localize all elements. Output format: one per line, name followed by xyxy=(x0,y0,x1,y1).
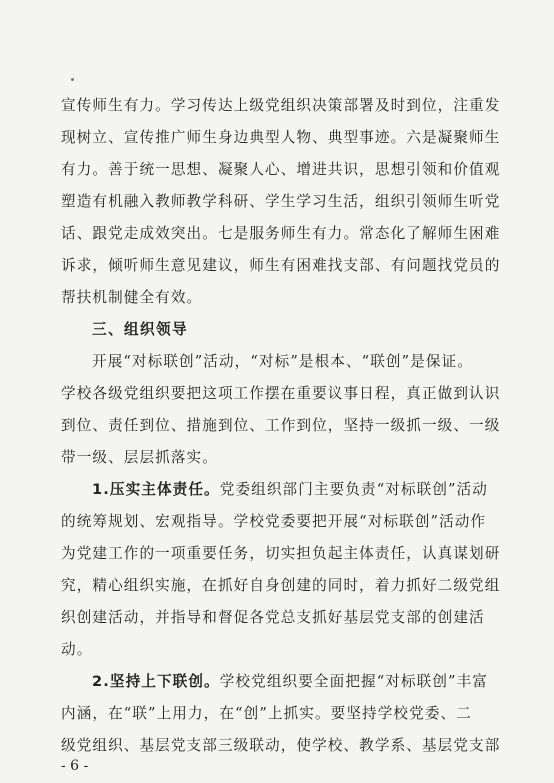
paragraph-1-line-3: 有力。善于统一思想、凝聚人心、增进共识，思想引领和价值观 xyxy=(61,161,501,178)
paragraph-3-line-6: 动。 xyxy=(61,641,93,658)
paragraph-1-line-5: 话、跟党走成效突出。七是服务师生有力。常态化了解师生困难 xyxy=(61,225,501,242)
paragraph-2-line-4: 带一级、层层抓落实。 xyxy=(61,449,218,466)
paragraph-3-line-1 xyxy=(92,480,488,500)
paragraph-2-line-1: 开展“对标联创”活动，“对标”是根本、“联创”是保证。 xyxy=(92,353,473,370)
paragraph-1-line-6: 诉求，倾听师生意见建议，师生有困难找支部、有问题找党员的 xyxy=(61,257,501,274)
paragraph-2-line-2: 学校各级党组织要把这项工作摆在重要议事日程，真正做到认识 xyxy=(61,385,501,402)
paragraph-1-line-4: 塑造有机融入教师教学科研、学生学习生活，组织引领师生听党 xyxy=(61,193,501,210)
paragraph-3-line-4: 究，精心组织实施，在抓好自身创建的同时，着力抓好二级党组 xyxy=(61,577,501,594)
paragraph-2-line-3: 到位、责任到位、措施到位、工作到位，坚持一级抓一级、一级 xyxy=(61,417,501,434)
paragraph-4-line-1 xyxy=(92,672,488,692)
paragraph-1-line-1: 宣传师生有力。学习传达上级党组织决策部署及时到位，注重发 xyxy=(61,97,501,114)
scan-mark xyxy=(71,78,74,81)
paragraph-3-line-2: 的统筹规划、宏观指导。学校党委要把开展“对标联创”活动作 xyxy=(61,513,487,530)
page-number: - 6 - xyxy=(61,758,89,774)
paragraph-1-line-7: 帮扶机制健全有效。 xyxy=(61,289,203,306)
paragraph-3-lead: 1.压实主体责任。 xyxy=(92,481,220,498)
paragraph-1-line-2: 现树立、宣传推广师生身边典型人物、典型事迹。六是凝聚师生 xyxy=(61,129,501,146)
paragraph-4-line-3: 级党组织、基层党支部三级联动，使学校、教学系、基层党支部 xyxy=(61,737,501,754)
paragraph-4-first-line-rest: 学校党组织要全面把握“对标联创”丰富 xyxy=(219,673,488,690)
paragraph-3-line-3: 为党建工作的一项重要任务，切实担负起主体责任，认真谋划研 xyxy=(61,545,501,562)
paragraph-3-line-5: 织创建活动，并指导和督促各党总支抓好基层党支部的创建活 xyxy=(61,609,485,626)
paragraph-4-lead: 2.坚持上下联创。 xyxy=(92,673,220,690)
paragraph-4-line-2: 内涵，在“联”上用力，在“创”上抓实。要坚持学校党委、二 xyxy=(61,705,472,722)
paragraph-3-first-line-rest: 党委组织部门主要负责“对标联创”活动 xyxy=(219,481,488,498)
section-heading: 三、组织领导 xyxy=(92,321,188,338)
